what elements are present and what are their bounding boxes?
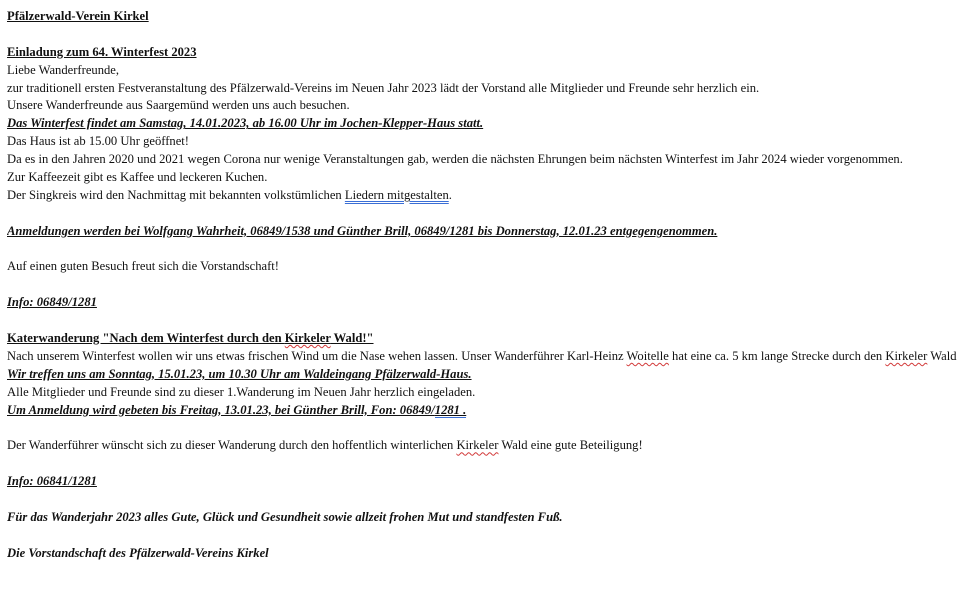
guide-wishes-text: Wald eine gute Beteiligung! — [498, 438, 643, 453]
signature-line: Die Vorstandschaft des Pfälzerwald-Vereins Kirkel — [7, 545, 269, 560]
hike-description — [7, 348, 958, 366]
hike-registration-line — [7, 402, 958, 420]
hike-description-text: hat eine ca. 5 km lange Strecke durch den — [668, 348, 886, 363]
spell-marked-word: Kirkeler — [284, 331, 331, 346]
info-line-1: Info: 06849/1281 — [7, 295, 97, 310]
opening-time-line: Das Haus ist ab 15.00 Uhr geöffnet! — [7, 134, 189, 149]
new-year-wishes: Für das Wanderjahr 2023 alles Gute, Glück und Gesundheit sowie allzeit frohen Mut und standfesten Fuß. — [7, 509, 563, 524]
hike-description-text: Nach unserem Winterfest wollen wir uns etwas frischen Wind um die Nase wehen lassen. Unser Wanderführer Karl-Heinz — [7, 348, 627, 363]
grammar-marked-text: Liedern mitgestalten — [344, 187, 449, 202]
blank-line — [7, 26, 958, 44]
blank-line — [7, 241, 958, 259]
event-title: Einladung zum 64. Winterfest 2023 — [7, 44, 197, 59]
document-body — [7, 8, 958, 563]
hike-title-end: Wald!" — [330, 331, 374, 346]
honors-line: Da es in den Jahren 2020 und 2021 wegen Corona nur wenige Veranstaltungen gab, werden die nächsten Ehrungen beim nächsten Winterfest im Jahr 2024 wieder vorgenommen. — [7, 152, 903, 167]
members-invited-line: Alle Mitglieder und Freunde sind zu dieser 1.Wanderung im Neuen Jahr herzlich eingeladen. — [7, 384, 476, 399]
hike-title — [7, 330, 958, 348]
blank-line — [7, 276, 958, 294]
singing-text: Der Singkreis wird den Nachmittag mit bekannten volkstümlichen — [7, 187, 345, 202]
hike-registration-text: Um Anmeldung wird gebeten bis Freitag, 13.01.23, bei Günther Brill, Fon: 06849/ — [7, 402, 435, 417]
info-line-2: Info: 06841/1281 — [7, 474, 97, 489]
visitors-line: Unsere Wanderfreunde aus Saargemünd werden uns auch besuchen. — [7, 98, 350, 113]
club-heading: Pfälzerwald-Verein Kirkel — [7, 9, 149, 23]
spell-marked-word: Kirkeler — [885, 348, 928, 363]
coffee-line: Zur Kaffeezeit gibt es Kaffee und leckeren Kuchen. — [7, 170, 268, 185]
marked-phone-number: 1281 . — [434, 402, 467, 417]
hike-description-text: Wald — [927, 348, 957, 363]
guide-wishes-line — [7, 437, 958, 455]
blank-line — [7, 527, 958, 545]
singing-line — [7, 187, 958, 205]
blank-line — [7, 419, 958, 437]
greeting-line: Liebe Wanderfreunde, — [7, 62, 120, 77]
blank-line — [7, 455, 958, 473]
hike-title-text: Katerwanderung "Nach dem Winterfest durch den — [7, 331, 285, 346]
invitation-line: zur traditionell ersten Festveranstaltung des Pfälzerwald-Vereins im Neuen Jahr 2023 lädt der Vorstand alle Mitglieder und Freunde sehr herzlich ein. — [7, 80, 760, 95]
registration-line: Anmeldungen werden bei Wolfgang Wahrheit, 06849/1538 und Günther Brill, 06849/1281 bis Donnerstag, 12.01.23 entgegengenommen. — [7, 223, 718, 238]
spell-marked-word: Kirkeler — [456, 438, 499, 453]
blank-line — [7, 491, 958, 509]
event-date-line: Das Winterfest findet am Samstag, 14.01.2023, ab 16.00 Uhr im Jochen-Klepper-Haus statt. — [7, 116, 484, 131]
singing-period: . — [448, 187, 452, 202]
spell-marked-word: Woitelle — [626, 348, 669, 363]
closing-greeting: Auf einen guten Besuch freut sich die Vorstandschaft! — [7, 259, 279, 274]
blank-line — [7, 312, 958, 330]
blank-line — [7, 205, 958, 223]
guide-wishes-text: Der Wanderführer wünscht sich zu dieser Wanderung durch den hoffentlich winterlichen — [7, 438, 457, 453]
meeting-point-line: Wir treffen uns am Sonntag, 15.01.23, um 10.30 Uhr am Waldeingang Pfälzerwald-Haus. — [7, 366, 472, 381]
